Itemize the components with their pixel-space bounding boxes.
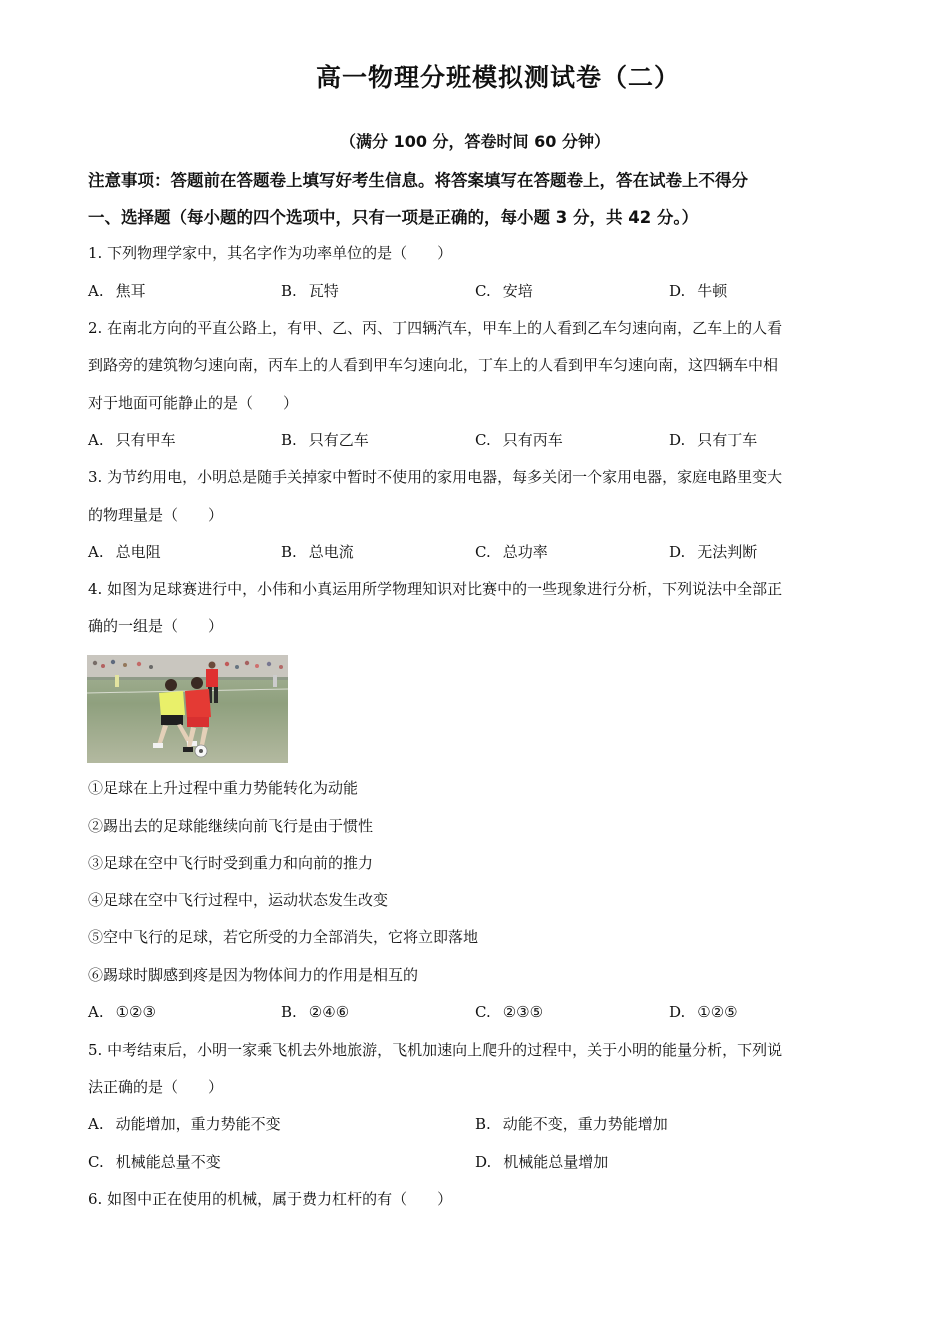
q1-option-a[interactable] xyxy=(88,280,146,302)
q4-line-1: 4. 如图为足球赛进行中，小伟和小真运用所学物理知识对比赛中的一些现象进行分析，下列说法中全部正 xyxy=(88,580,783,598)
q3-option-c[interactable] xyxy=(475,541,548,563)
option-letter: A. xyxy=(88,543,104,561)
option-letter: D. xyxy=(669,431,686,449)
q6-stem: 6. 如图中正在使用的机械，属于费力杠杆的有（ ） xyxy=(88,1190,453,1208)
option-text: 动能增加，重力势能不变 xyxy=(115,1115,281,1133)
option-letter: B. xyxy=(281,543,297,561)
option-text: ②④⑥ xyxy=(308,1003,350,1021)
q2-option-a[interactable] xyxy=(88,429,176,451)
q5-line-1: 5. 中考结束后，小明一家乘飞机去外地旅游，飞机加速向上爬升的过程中，关于小明的能量分析，下列说 xyxy=(88,1041,783,1059)
option-text: 只有丁车 xyxy=(697,431,758,449)
option-text: ②③⑤ xyxy=(502,1003,544,1021)
section-heading: 一、选择题（每小题的四个选项中，只有一项是正确的，每小题 3 分，共 42 分。） xyxy=(88,208,699,227)
q1-option-d[interactable] xyxy=(669,280,727,302)
option-text: ①②⑤ xyxy=(697,1003,738,1021)
option-text: 总电阻 xyxy=(115,543,161,561)
option-text: 只有甲车 xyxy=(115,431,176,449)
option-letter: C. xyxy=(475,431,491,449)
q1-stem: 1. 下列物理学家中，其名字作为功率单位的是（ ） xyxy=(88,244,453,262)
q2-option-d[interactable] xyxy=(669,429,757,451)
option-text: 牛顿 xyxy=(697,282,728,300)
option-letter: C. xyxy=(475,543,491,561)
q5-option-b[interactable] xyxy=(475,1113,668,1135)
option-letter: C. xyxy=(475,1003,491,1021)
q3-option-b[interactable] xyxy=(281,541,354,563)
option-letter: B. xyxy=(475,1115,491,1133)
q2-line-1: 2. 在南北方向的平直公路上，有甲、乙、丙、丁四辆汽车，甲车上的人看到乙车匀速向南，乙车上的人看 xyxy=(88,319,783,337)
q4-statement-3: ③足球在空中飞行时受到重力和向前的推力 xyxy=(88,854,374,872)
q5-option-c[interactable] xyxy=(88,1151,221,1173)
option-letter: A. xyxy=(88,1003,104,1021)
q5-option-d[interactable] xyxy=(475,1151,608,1173)
option-text: 总功率 xyxy=(502,543,548,561)
soccer-match-photo xyxy=(87,655,288,763)
option-letter: C. xyxy=(88,1153,104,1171)
option-text: 焦耳 xyxy=(115,282,146,300)
q4-statement-6: ⑥踢球时脚感到疼是因为物体间力的作用是相互的 xyxy=(88,966,419,984)
option-letter: D. xyxy=(669,282,686,300)
option-letter: A. xyxy=(88,431,104,449)
option-text: 机械能总量不变 xyxy=(115,1153,221,1171)
page-title: 高一物理分班模拟测试卷（二） xyxy=(315,63,680,92)
option-text: 机械能总量增加 xyxy=(503,1153,609,1171)
q4-statement-5: ⑤空中飞行的足球，若它所受的力全部消失，它将立即落地 xyxy=(88,928,479,946)
q3-option-a[interactable] xyxy=(88,541,161,563)
q4-option-b[interactable] xyxy=(281,1001,349,1023)
q1-option-c[interactable] xyxy=(475,280,533,302)
q3-line-1: 3. 为节约用电，小明总是随手关掉家中暂时不使用的家用电器，每多关闭一个家用电器，家庭电路里变大 xyxy=(88,468,783,486)
q2-option-c[interactable] xyxy=(475,429,563,451)
option-text: 安培 xyxy=(502,282,533,300)
q4-option-c[interactable] xyxy=(475,1001,543,1023)
option-letter: B. xyxy=(281,282,297,300)
q3-option-d[interactable] xyxy=(669,541,757,563)
q3-line-2: 的物理量是（ ） xyxy=(88,506,224,524)
option-letter: A. xyxy=(88,282,104,300)
q4-statement-1: ①足球在上升过程中重力势能转化为动能 xyxy=(88,779,359,797)
q2-line-2: 到路旁的建筑物匀速向南，丙车上的人看到甲车匀速向北，丁车上的人看到甲车匀速向南，这四辆车中相 xyxy=(88,356,779,374)
option-letter: A. xyxy=(88,1115,104,1133)
exam-subtitle: （满分 100 分，答卷时间 60 分钟） xyxy=(340,132,610,151)
q1-option-b[interactable] xyxy=(281,280,339,302)
q4-statement-2: ②踢出去的足球能继续向前飞行是由于惯性 xyxy=(88,817,374,835)
q2-line-3: 对于地面可能静止的是（ ） xyxy=(88,394,299,412)
soccer-match-illustration xyxy=(87,655,288,763)
option-letter: D. xyxy=(475,1153,492,1171)
option-letter: B. xyxy=(281,1003,297,1021)
option-letter: D. xyxy=(669,1003,686,1021)
option-text: 无法判断 xyxy=(697,543,758,561)
option-text: 只有丙车 xyxy=(502,431,563,449)
q4-option-a[interactable] xyxy=(88,1001,156,1023)
q5-option-a[interactable] xyxy=(88,1113,281,1135)
q4-line-2: 确的一组是（ ） xyxy=(88,617,224,635)
option-letter: D. xyxy=(669,543,686,561)
q2-option-b[interactable] xyxy=(281,429,369,451)
option-letter: B. xyxy=(281,431,297,449)
notice-text: 注意事项：答题前在答题卷上填写好考生信息。将答案填写在答题卷上，答在试卷上不得分 xyxy=(88,171,748,190)
q4-statement-4: ④足球在空中飞行过程中，运动状态发生改变 xyxy=(88,891,389,909)
option-text: ①②③ xyxy=(115,1003,156,1021)
option-text: 瓦特 xyxy=(308,282,339,300)
q5-line-2: 法正确的是（ ） xyxy=(88,1078,224,1096)
option-letter: C. xyxy=(475,282,491,300)
q4-option-d[interactable] xyxy=(669,1001,738,1023)
option-text: 总电流 xyxy=(308,543,354,561)
option-text: 只有乙车 xyxy=(308,431,369,449)
option-text: 动能不变，重力势能增加 xyxy=(502,1115,668,1133)
